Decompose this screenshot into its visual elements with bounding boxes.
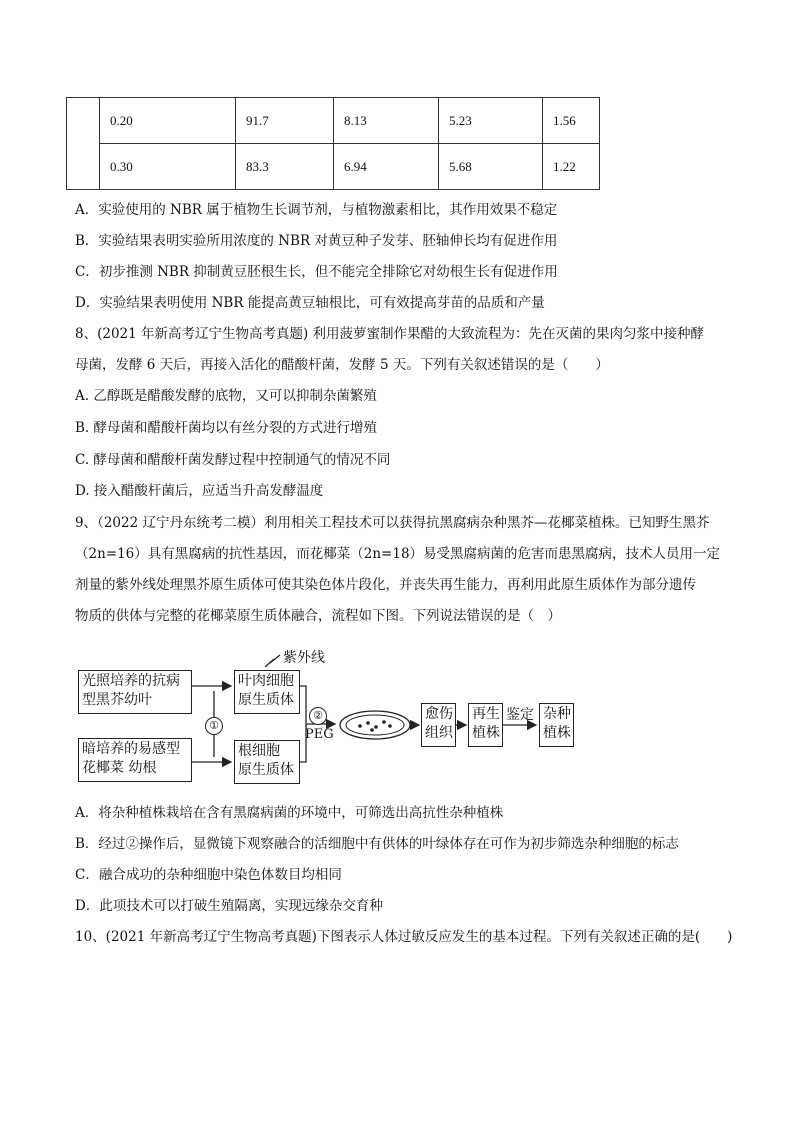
box-label-line: 再生 — [472, 706, 500, 722]
box-label-line: 花椰菜 幼根 — [82, 760, 157, 776]
step-1-marker: ① — [205, 717, 223, 735]
box-cauliflower-root — [78, 738, 192, 782]
q9-stem-line4: 物质的供体与完整的花椰菜原生质体融合，流程如下图。下列说法错误的是（ ） — [75, 608, 561, 624]
q9-stem-line3: 剂量的紫外线处理黑芥原生质体可使其染色体片段化，并丧失再生能力，再利用此原生质体作为部分遗传 — [75, 577, 696, 593]
q9-stem-line1: 9、（2022 辽宁丹东统考二模）利用相关工程技术可以获得抗黑腐病杂种黑芥—花椰菜植株。已知野生黑芥 — [75, 515, 710, 531]
table-row — [67, 144, 600, 190]
box-callus — [421, 703, 456, 747]
box-label-line: 原生质体 — [238, 692, 294, 708]
q9-option-a: A．将杂种植株栽培在含有黑腐病菌的环境中，可筛选出高抗性杂种植株 — [75, 805, 504, 821]
q8-option-c: C. 酵母菌和醋酸杆菌发酵过程中控制通气的情况不同 — [75, 452, 391, 468]
table-cell: 1.56 — [543, 98, 600, 144]
table-cell: 5.23 — [439, 98, 543, 144]
box-label-line: 植株 — [543, 725, 571, 741]
q9-stem-line2: （2n=16）具有黑腐病的抗性基因，而花椰菜（2n=18）易受黑腐病菌的危害而患黑腐病，技术人员用一定 — [75, 546, 721, 562]
box-label-line: 光照培养的抗病 — [82, 673, 180, 689]
box-label-line: 植株 — [472, 725, 500, 741]
q7-option-a: A．实验使用的 NBR 属于植物生长调节剂，与植物激素相比，其作用效果不稳定 — [75, 202, 558, 218]
box-label-line: 根细胞 — [238, 743, 280, 759]
q8-stem-line2: 母菌，发酵 6 天后，再接入活化的醋酸杆菌，发酵 5 天。下列有关叙述错误的是（ ） — [75, 357, 609, 373]
q9-option-d: D．此项技术可以打破生殖隔离，实现远缘杂交育种 — [75, 898, 383, 914]
q9-option-b: B．经过②操作后，显微镜下观察融合的活细胞中有供体的叶绿体存在可作为初步筛选杂种细胞的标志 — [75, 836, 679, 852]
box-label-line: 愈伤 — [425, 706, 453, 722]
q8-option-a: A. 乙醇既是醋酸发酵的底物，又可以抑制杂菌繁殖 — [75, 388, 377, 404]
table-cell: 83.3 — [236, 144, 334, 190]
box-label-line: 原生质体 — [238, 762, 294, 778]
box-label-line: 组织 — [425, 725, 453, 741]
box-label-line: 叶肉细胞 — [238, 673, 294, 689]
box-label-line: 杂种 — [543, 706, 571, 722]
step-2-marker: ② — [309, 707, 327, 725]
box-black-mustard-leaf — [78, 670, 192, 714]
box-mesophyll-protoplast — [234, 670, 300, 714]
q8-stem-line1: 8、(2021 年新高考辽宁生物高考真题) 利用菠萝蜜制作果醋的大致流程为：先在灭菌的果肉匀浆中接种酵 — [75, 326, 705, 342]
q8-option-d: D. 接入醋酸杆菌后，应适当升高发酵温度 — [75, 483, 324, 499]
table-cell: 0.20 — [100, 98, 236, 144]
uv-label: 紫外线 — [283, 650, 325, 666]
table-cell: 91.7 — [236, 98, 334, 144]
q9-option-c: C．融合成功的杂种细胞中染色体数目均相同 — [75, 867, 342, 883]
data-table — [66, 97, 600, 190]
q7-option-d: D．实验结果表明使用 NBR 能提高黄豆轴根比，可有效提高芽苗的品质和产量 — [75, 295, 545, 311]
table-cell: 8.13 — [334, 98, 439, 144]
table-merged-cell — [67, 98, 100, 190]
q8-option-b: B. 酵母菌和醋酸杆菌均以有丝分裂的方式进行增殖 — [75, 420, 378, 436]
box-regenerated-plant — [468, 703, 503, 747]
box-label-line: 暗培养的易感型 — [82, 741, 180, 757]
q7-option-b: B．实验结果表明实验所用浓度的 NBR 对黄豆种子发芽、胚轴伸长均有促进作用 — [75, 233, 558, 249]
q7-option-c: C．初步推测 NBR 抑制黄豆胚根生长，但不能完全排除它对幼根生长有促进作用 — [75, 264, 558, 280]
box-label-line: 型黑芥幼叶 — [82, 692, 152, 708]
box-hybrid-plant — [539, 703, 574, 747]
table-cell: 0.30 — [100, 144, 236, 190]
flow-diagram — [70, 645, 590, 785]
identify-label: 鉴定 — [506, 707, 534, 723]
table-cell: 6.94 — [334, 144, 439, 190]
table-row — [67, 98, 600, 144]
q10-stem: 10、(2021 年新高考辽宁生物高考真题)下图表示人体过敏反应发生的基本过程。下列有关叙述正确的是( ) — [75, 929, 733, 945]
table-cell: 5.68 — [439, 144, 543, 190]
table-cell: 1.22 — [543, 144, 600, 190]
peg-label: PEG — [305, 727, 334, 742]
box-root-protoplast — [234, 740, 300, 784]
